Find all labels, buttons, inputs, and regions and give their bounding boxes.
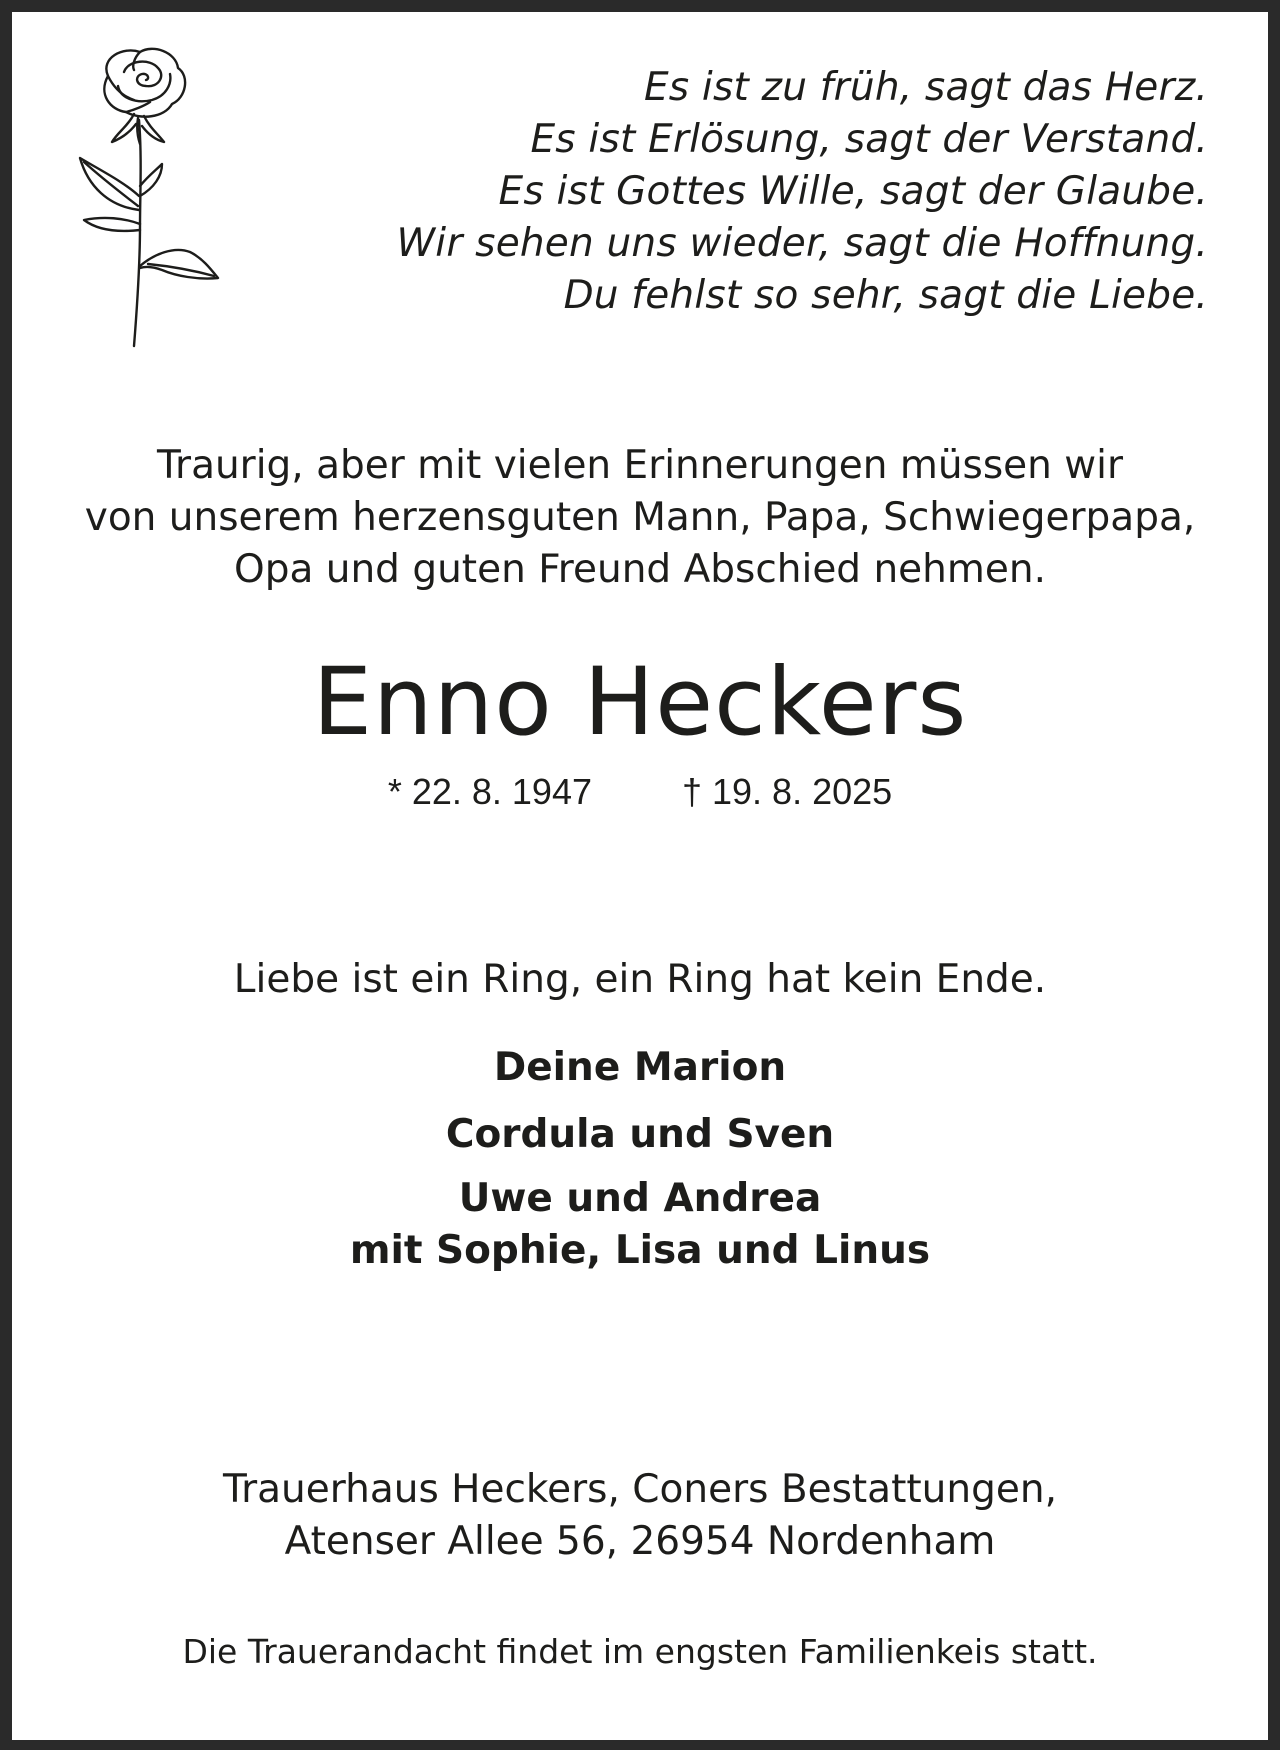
poem: [208, 62, 1208, 322]
mourner-line: Deine Marion: [493, 1045, 787, 1090]
service-note: Die Trauerandacht findet im engsten Familienkeis statt.: [182, 1632, 1098, 1671]
address-line: Trauerhaus Heckers, Coners Bestattungen,: [223, 1467, 1057, 1512]
mourner-line: Cordula und Sven: [445, 1112, 835, 1157]
rose-icon: [78, 46, 228, 356]
birth-date: * 22. 8. 1947: [387, 771, 592, 812]
poem-line: Es ist Erlösung, sagt der Verstand.: [530, 117, 1208, 162]
deceased-name: Enno Heckers: [312, 648, 968, 757]
mourner-line: mit Sophie, Lisa und Linus: [349, 1228, 931, 1273]
poem-line: Wir sehen uns wieder, sagt die Hoffnung.: [396, 221, 1208, 266]
intro-line: Opa und guten Freund Abschied nehmen.: [234, 547, 1046, 592]
poem-line: Es ist Gottes Wille, sagt der Glaube.: [498, 169, 1208, 214]
poem-line: Du fehlst so sehr, sagt die Liebe.: [563, 273, 1208, 318]
intro-line: Traurig, aber mit vielen Erinnerungen müssen wir: [156, 443, 1124, 488]
quote: Liebe ist ein Ring, ein Ring hat kein Ende.: [233, 957, 1047, 1002]
life-dates: [0, 770, 1280, 814]
funeral-home-address: [0, 1464, 1280, 1568]
mourners: [0, 1042, 1280, 1277]
poem-line: Es ist zu früh, sagt das Herz.: [643, 65, 1208, 110]
death-date: † 19. 8. 2025: [681, 771, 893, 812]
intro-line: von unserem herzensguten Mann, Papa, Schwiegerpapa,: [84, 495, 1196, 540]
mourner-line: Uwe und Andrea: [458, 1176, 822, 1221]
intro-text: [0, 440, 1280, 596]
address-line: Atenser Allee 56, 26954 Nordenham: [284, 1519, 996, 1564]
